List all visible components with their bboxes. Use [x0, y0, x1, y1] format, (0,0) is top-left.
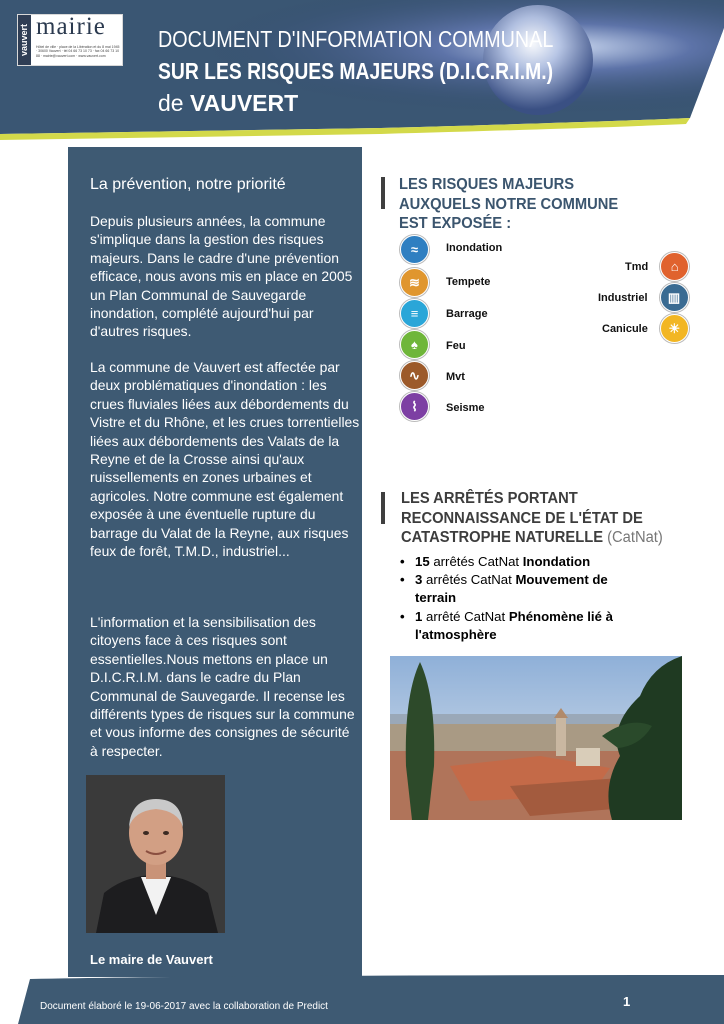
flood-icon: ≈ — [400, 235, 429, 264]
sun-icon: ☀ — [660, 314, 689, 343]
risks-title-line1: LES RISQUES MAJEURS — [399, 176, 575, 193]
factory-icon: ▥ — [660, 283, 689, 312]
mayor-message-panel — [68, 147, 362, 977]
town-photo — [390, 656, 682, 820]
risk-label: Canicule — [602, 322, 648, 335]
risks-section-title — [399, 175, 618, 234]
risks-title-line2: AUXQUELS NOTRE COMMUNE — [399, 195, 619, 213]
risk-label: Feu — [446, 339, 466, 352]
ground-movement-icon: ∿ — [400, 361, 429, 390]
catnat-title-line1: LES ARRÊTÉS PORTANT — [401, 490, 578, 507]
paragraph-intro: Depuis plusieurs années, la commune s'implique dans la gestion des risques majeurs. Dans le cadre d'une prévention efficace, nous avons mis en place en 2005 un Plan Communal de Sauvegarde inondation, complété aujourd'hui par d'autres risques. — [90, 213, 353, 340]
mayor-photo — [86, 775, 225, 933]
risk-label: Mvt — [446, 370, 465, 383]
header-banner — [0, 0, 724, 150]
risk-label: Industriel — [598, 291, 648, 304]
catnat-title-line3: CATASTROPHE NATURELLE (CatNat) — [401, 529, 663, 546]
footer-band — [0, 975, 724, 1024]
risk-label: Barrage — [446, 307, 488, 320]
risk-industriel — [598, 283, 689, 312]
logo-contact-text: Hôtel de ville · place de la Libération et du 8 mai 1945 · 30600 Vauvert · tél 04 66 73 10 73 · fax 04 66 73 10 88 · mairie@vauvert.com · www.vauvert.com — [36, 45, 120, 58]
risk-canicule — [602, 314, 689, 343]
catnat-section-title — [401, 489, 663, 548]
page-number: 1 — [623, 994, 631, 1009]
paragraph-information: L'information et la sensibilisation des citoyens face à ces risques sont essentielles.Nous mettons en place un D.I.C.R.I.M. dans le cadre du Plan Communal de Sauvegarde. Il recense les différents types de risques sur la commune et vous informe des consignes de sécurité à respecter. — [90, 614, 355, 759]
hazmat-transport-icon: ⌂ — [660, 252, 689, 281]
risk-tempete — [400, 268, 490, 297]
document-title-line3 — [158, 90, 298, 117]
catnat-title-line2: RECONNAISSANCE DE L'ÉTAT DE — [401, 509, 643, 527]
section-marker — [381, 177, 385, 209]
logo-wordmark: mairie — [36, 13, 106, 40]
risks-title-line3: EST EXPOSÉE : — [399, 215, 512, 232]
town-name: VAUVERT — [189, 90, 299, 116]
risk-seisme — [400, 392, 485, 421]
catnat-abbrev: (CatNat) — [607, 529, 663, 546]
title-prefix: de — [158, 90, 184, 116]
risk-label: Tmd — [625, 260, 649, 273]
risk-barrage — [400, 299, 488, 328]
risk-label: Tempete — [446, 275, 491, 288]
risk-label: Seisme — [446, 401, 485, 414]
risk-inondation — [400, 235, 502, 264]
fire-icon: ♠ — [400, 330, 429, 359]
risk-tmd — [625, 252, 689, 281]
earthquake-icon: ⌇ — [400, 392, 429, 421]
dam-icon: ≡ — [400, 299, 429, 328]
risk-label: Inondation — [446, 242, 503, 254]
mayor-caption: Le maire de Vauvert — [90, 952, 213, 967]
storm-icon: ≋ — [400, 268, 429, 297]
risk-feu — [400, 330, 466, 359]
section-marker — [381, 492, 385, 524]
paragraph-flood-issues: La commune de Vauvert est affectée par deux problématiques d'inondation : les crues fluviales liées aux débordements du Vistre et du Rhône, et les crues torrentielles liées aux débordements des Valats de la Reyne et de la Crosse ainsi qu'aux ruissellements en zones urbaines et agricoles. Notre commune est également exposée à une éventuelle rupture du barrage du Valat de la Reyne, aux risques feux de forêt, T.M.D., industriel... — [90, 359, 360, 560]
panel-title: La prévention, notre priorité — [90, 176, 286, 193]
document-title-line2: SUR LES RISQUES MAJEURS (D.I.C.R.I.M.) — [158, 58, 554, 84]
footer-credit: Document élaboré le 19-06-2017 avec la collaboration de Predict — [40, 1001, 328, 1012]
risk-mvt — [400, 361, 465, 390]
logo-side-text: vauvert — [18, 15, 31, 65]
document-title-line1: DOCUMENT D'INFORMATION COMMUNAL — [158, 26, 554, 52]
mairie-logo — [17, 14, 123, 66]
